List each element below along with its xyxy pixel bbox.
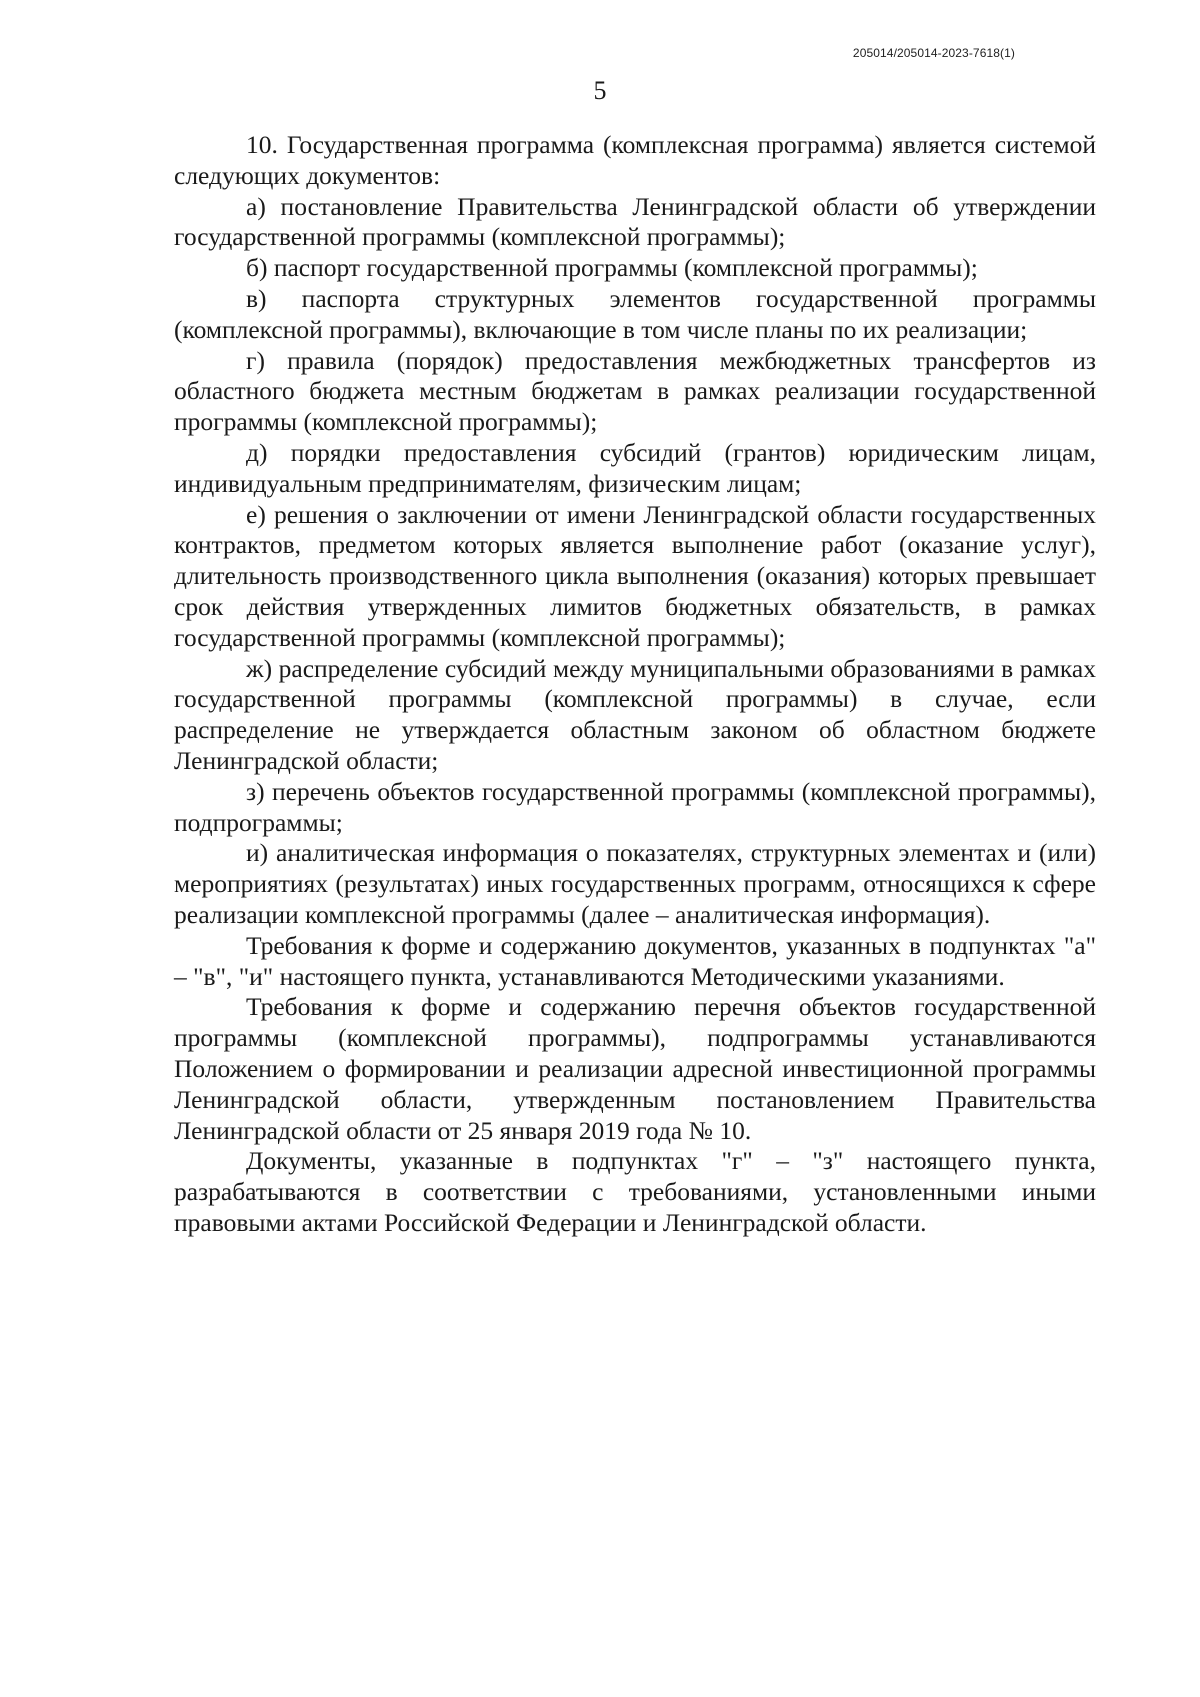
paragraph-subitem-a: а) постановление Правительства Ленинградской области об утверждении государственной программы (комплексной программы);: [174, 191, 1096, 252]
paragraph-subitem-z: з) перечень объектов государственной программы (комплексной программы), подпрограммы;: [174, 776, 1096, 837]
paragraph-requirements-methodical: Требования к форме и содержанию документов, указанных в подпунктах "а" – "в", "и" настоящего пункта, устанавливаются Методическими указаниями.: [174, 930, 1096, 991]
paragraph-subitem-zh: ж) распределение субсидий между муниципальными образованиями в рамках государственной программы (комплексной программы) в случае, если распределение не утверждается областным законом об областном бюджете Ленинградской области;: [174, 653, 1096, 775]
page-number: 5: [593, 76, 607, 105]
document-body: [174, 130, 1096, 1239]
paragraph-subitem-g: г) правила (порядок) предоставления межбюджетных трансфертов из областного бюджета местным бюджетам в рамках реализации государственной программы (комплексной программы);: [174, 345, 1096, 437]
document-registration-number: 205014/205014-2023-7618(1): [852, 46, 1015, 60]
paragraph-item-10: 10. Государственная программа (комплексная программа) является системой следующих документов:: [174, 130, 1096, 190]
paragraph-subitem-d: д) порядки предоставления субсидий (грантов) юридическим лицам, индивидуальным предпринимателям, физическим лицам;: [174, 437, 1096, 498]
paragraph-subitem-i: и) аналитическая информация о показателях, структурных элементах и (или) мероприятиях (результатах) иных государственных программ, относящихся к сфере реализации комплексной программы (далее – аналитическая информация).: [174, 838, 1096, 929]
paragraph-documents-development: Документы, указанные в подпунктах "г" – "з" настоящего пункта, разрабатываются в соответствии с требованиями, установленными иными правовыми актами Российской Федерации и Ленинградской области.: [174, 1146, 1096, 1237]
paragraph-subitem-b: б) паспорт государственной программы (комплексной программы);: [246, 253, 978, 283]
paragraph-requirements-objects-list: Требования к форме и содержанию перечня объектов государственной программы (комплексной программы), подпрограммы устанавливаются Положением о формировании и реализации адресной инвестиционной программы Ленинградской области, утвержденным постановлением Правительства Ленинградской области от 25 января 2019 года № 10.: [174, 992, 1096, 1145]
paragraph-subitem-e: е) решения о заключении от имени Ленинградской области государственных контрактов, предметом которых является выполнение работ (оказание услуг), длительность производственного цикла выполнения (оказания) которых превышает срок действия утвержденных лимитов бюджетных обязательств, в рамках государственной программы (комплексной программы);: [174, 499, 1096, 652]
paragraph-subitem-v: в) паспорта структурных элементов государственной программы (комплексной программы), включающие в том числе планы по их реализации;: [174, 283, 1096, 344]
